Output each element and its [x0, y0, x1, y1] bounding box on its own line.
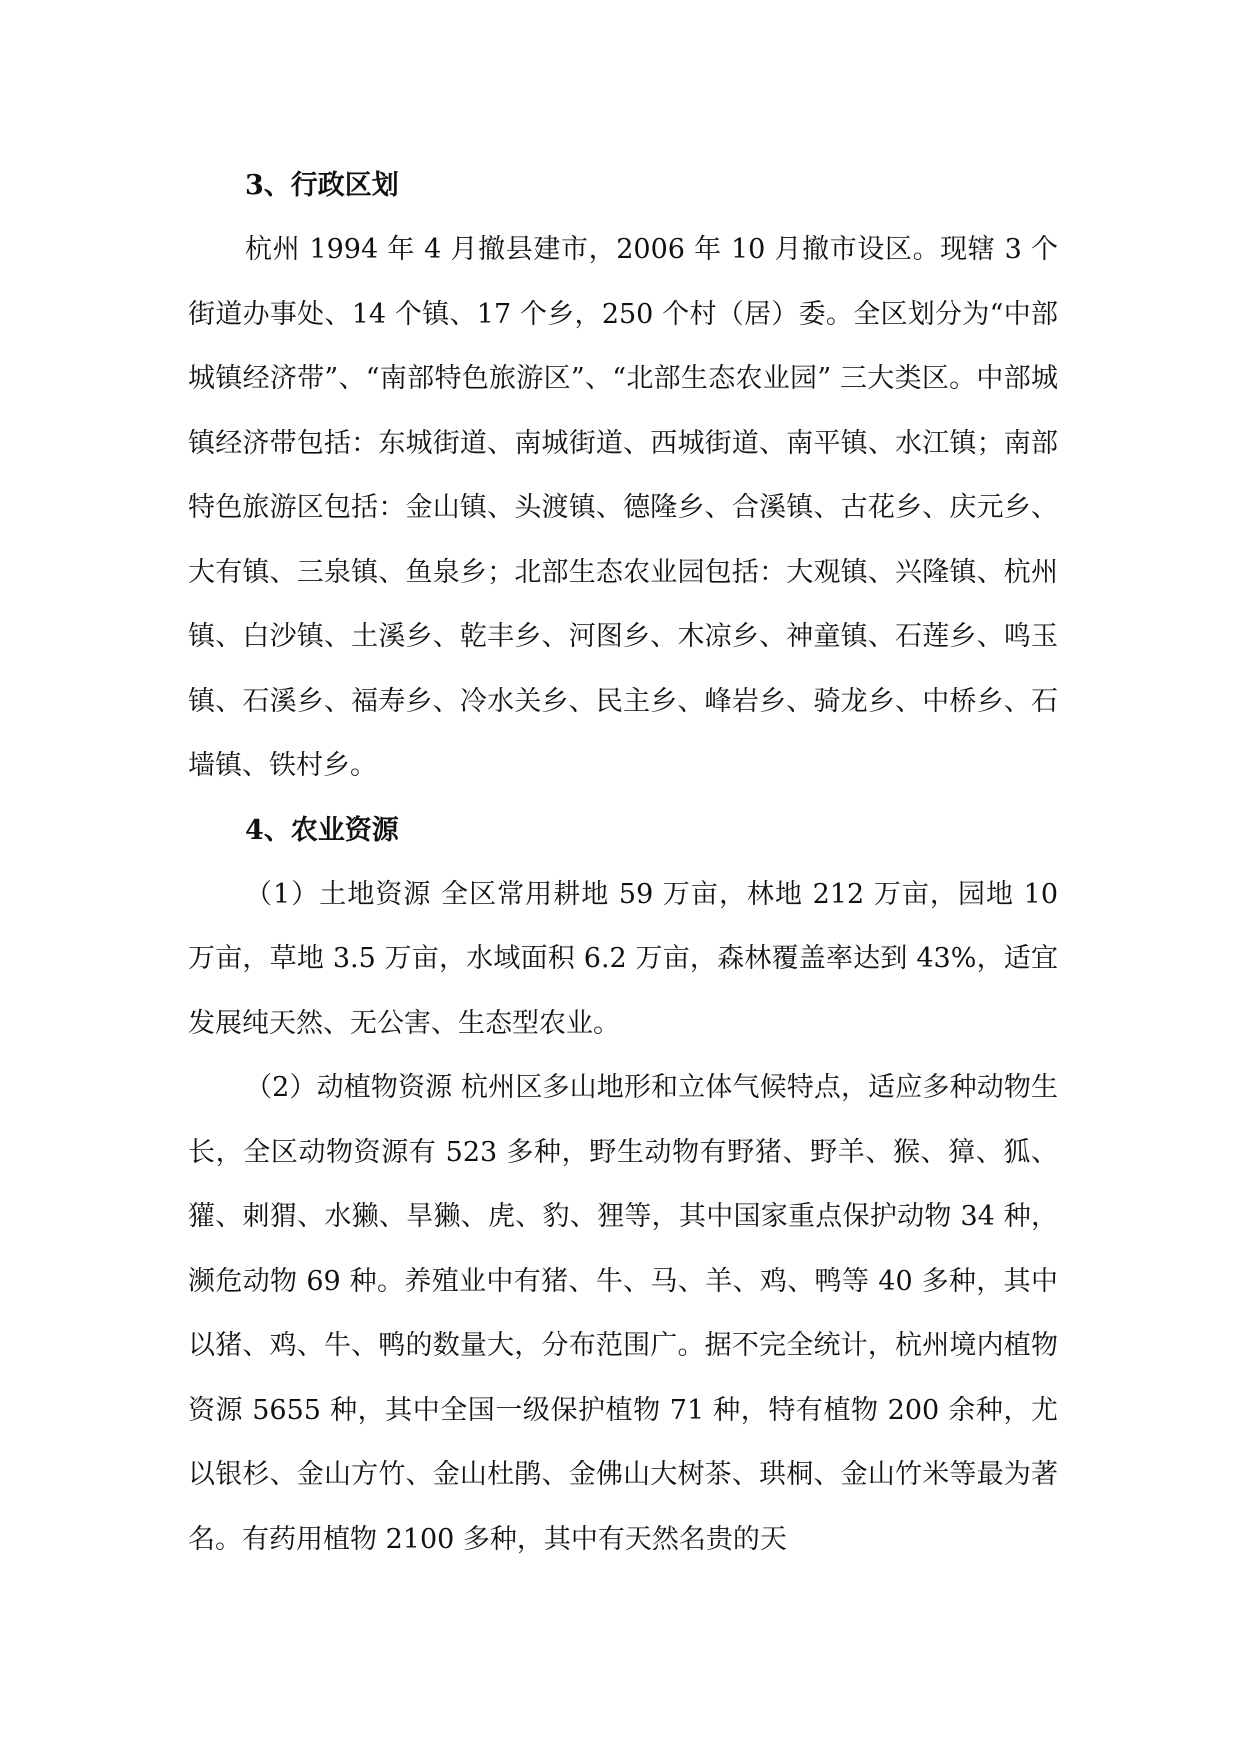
section-heading: 3、行政区划 — [245, 170, 399, 201]
body-paragraph: （2）动植物资源 杭州区多山地形和立体气候特点，适应多种动物生长，全区动物资源有 523 多种，野生动物有野猪、野羊、猴、獐、狐、獾、刺猬、水獭、旱獭、虎、豹、狸等，其中国家重点保护动物 34 种，濒危动物 69 种。养殖业中有猪、牛、马、羊、鸡、鸭等 40 多种，其中以猪、鸡、牛、鸭的数量大，分布范围广。据不完全统计，杭州境内植物资源 5655 种，其中全国一级保护植物 71 种，特有植物 200 余种，尤以银杉、金山方竹、金山杜鹃、金佛山大树茶、珙桐、金山竹米等最为著名。有药用植物 2100 多种，其中有天然名贵的天 — [188, 1072, 1058, 1555]
body-paragraph: 杭州 1994 年 4 月撤县建市，2006 年 10 月撤市设区。现辖 3 个街道办事处、14 个镇、17 个乡，250 个村（居）委。全区划分为“中部城镇经济带”、“南部特色旅游区”、“北部生态农业园” 三大类区。中部城镇经济带包括：东城街道、南城街道、西城街道、南平镇、水江镇；南部特色旅游区包括：金山镇、头渡镇、德隆乡、合溪镇、古花乡、庆元乡、大有镇、三泉镇、鱼泉乡；北部生态农业园包括：大观镇、兴隆镇、杭州镇、白沙镇、土溪乡、乾丰乡、河图乡、木凉乡、神童镇、石莲乡、鸣玉镇、石溪乡、福寿乡、冷水关乡、民主乡、峰岩乡、骑龙乡、中桥乡、石墙镇、铁村乡。 — [188, 234, 1058, 781]
section-administrative-division — [188, 154, 1058, 799]
section-agricultural-resources — [188, 799, 1058, 1573]
document-page — [188, 154, 1058, 1572]
body-paragraph: （1）土地资源 全区常用耕地 59 万亩，林地 212 万亩，园地 10 万亩，草地 3.5 万亩，水域面积 6.2 万亩，森林覆盖率达到 43%，适宜发展纯天然、无公害、生态型农业。 — [188, 878, 1058, 1039]
section-heading: 4、农业资源 — [245, 814, 399, 846]
